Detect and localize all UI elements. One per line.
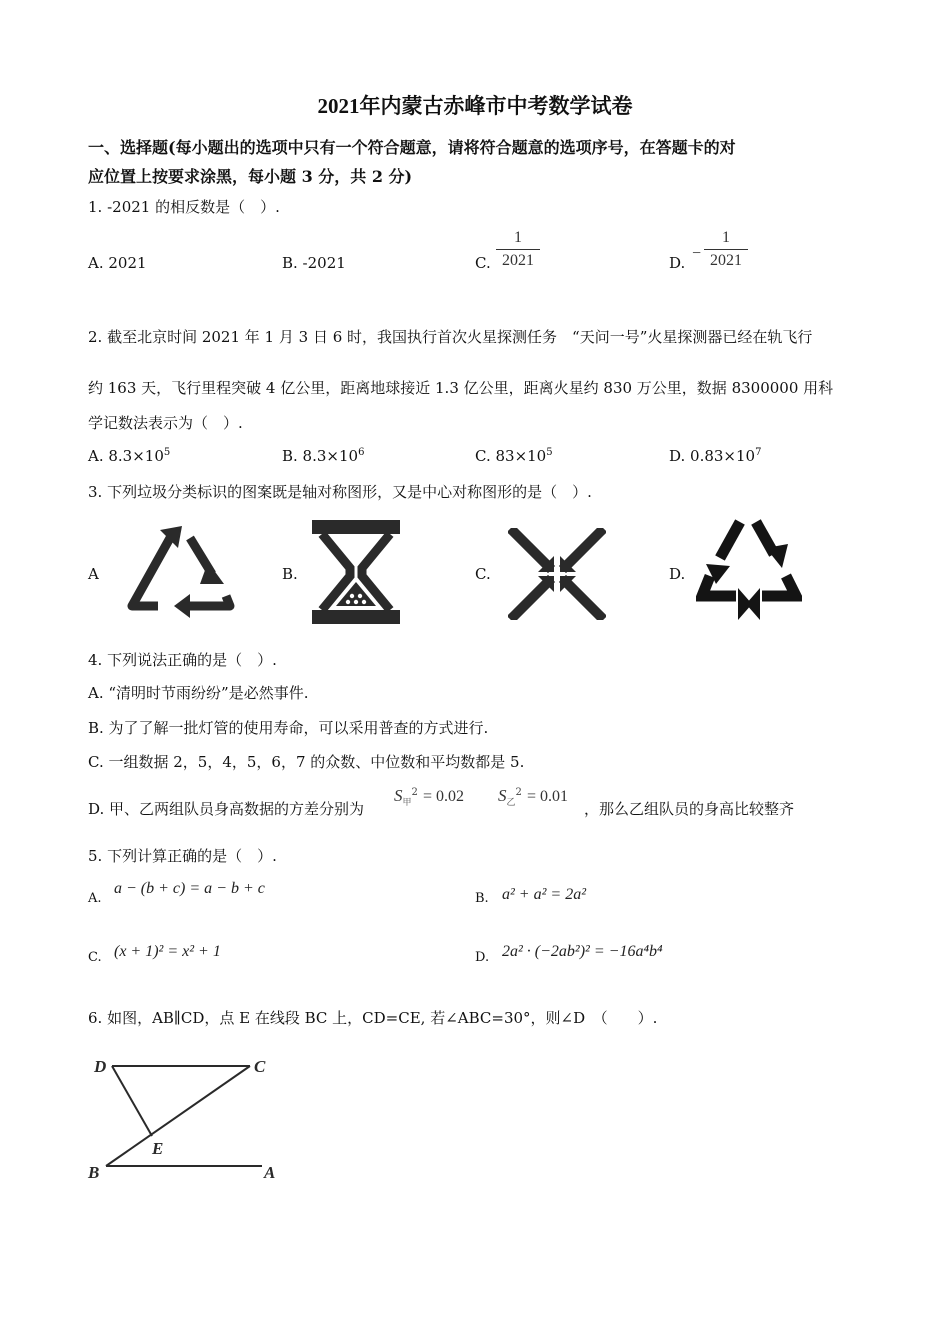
point-label-e: E [152, 1139, 164, 1158]
q2-d-exponent: 7 [755, 447, 762, 458]
q5-option-b-expression: a² + a² = 2a² [502, 886, 586, 903]
q2-a-base: A. 8.3×10 [88, 447, 164, 465]
q2-option-a [88, 447, 170, 465]
q1-c-numerator: 1 [514, 229, 522, 246]
q1-d-numerator: 1 [722, 229, 730, 246]
q4-s1-subscript: 甲 [402, 798, 412, 808]
q1-d-denominator: 2021 [710, 252, 742, 269]
q4-option-c: C. 一组数据 2，5，4，5，6，7 的众数、中位数和平均数都是 5. [88, 753, 525, 771]
q2-d-base: D. 0.83×10 [669, 447, 756, 465]
q2-option-c [475, 447, 553, 465]
q2-b-exponent: 6 [358, 447, 365, 458]
q3-option-c-label: C. [475, 565, 491, 583]
section-heading-line1: 一、选择题(每小题出的选项中只有一个符合题意，请将符合题意的选项序号，在答题卡的对 [88, 138, 736, 157]
point-label-a: A [264, 1163, 276, 1182]
q2-c-exponent: 5 [546, 447, 553, 458]
q3-option-b-label: B. [282, 565, 298, 583]
q4-option-d-prefix: D. 甲、乙两组队员身高数据的方差分别为 [88, 800, 365, 818]
q5-option-d-label: D. [475, 950, 490, 965]
point-label-d: D [94, 1057, 107, 1076]
q4-option-a: A. “清明时节雨纷纷”是必然事件. [88, 684, 309, 702]
q1-stem: 1. -2021 的相反数是（ ）. [88, 198, 280, 216]
q4-s1-symbol: S [394, 786, 403, 805]
point-label-c: C [254, 1057, 266, 1076]
q4-s2-value: = 0.01 [526, 788, 569, 805]
converging-arrows-icon [508, 528, 606, 620]
fraction-bar [704, 249, 748, 250]
q3-option-a-label: A [88, 565, 99, 583]
q1-c-denominator: 2021 [502, 252, 534, 269]
q2-stem-line3: 学记数法表示为（ ）. [88, 414, 243, 432]
q5-option-a-expression: a − (b + c) = a − b + c [114, 880, 265, 897]
q2-stem-line1: 2. 截至北京时间 2021 年 1 月 3 日 6 时，我国执行首次火星探测任务 “天问一号”火星探测器已经在轨飞行 [88, 328, 813, 346]
q1-option-c-label: C. [475, 254, 491, 272]
q1-option-a: A. 2021 [88, 254, 147, 272]
q6-geometry-figure [86, 1052, 300, 1186]
hourglass-flask-icon [310, 518, 402, 626]
q4-s2-symbol: S [498, 786, 507, 805]
recycle-arrows-icon [696, 514, 802, 630]
q4-s2-subscript: 乙 [506, 798, 516, 808]
q4-s1-value: = 0.02 [422, 788, 465, 805]
q4-option-d-suffix: ，那么乙组队员的身高比较整齐 [584, 800, 795, 818]
q5-option-b-label: B. [475, 891, 489, 906]
q2-a-exponent: 5 [163, 447, 171, 458]
q1-option-d-label: D. [669, 254, 686, 272]
q1-option-d-fraction [704, 229, 748, 270]
q1-d-minus: − [692, 245, 702, 262]
fraction-bar [496, 249, 540, 250]
q2-b-base: B. 8.3×10 [282, 447, 359, 465]
q4-variance-jia: $S_甲^2 = 0.02$ [394, 786, 465, 808]
q2-stem-line2: 约 163 天，飞行里程突破 4 亿公里，距离地球接近 1.3 亿公里，距离火星约 830 万公里，数据 8300000 用科 [88, 379, 834, 397]
q5-option-a-label: A. [88, 891, 102, 906]
section-heading-line2: 应位置上按要求涂黑，每小题 3 分，共 2 分) [88, 167, 413, 186]
segment-cb [106, 1066, 250, 1166]
q2-c-base: C. 83×10 [475, 447, 547, 465]
q1-option-c-fraction [496, 229, 540, 270]
q2-option-b [282, 447, 364, 465]
q4-variance-yi: $S_乙^2 = 0.01$ [498, 786, 569, 808]
page-title: 2021年内蒙古赤峰市中考数学试卷 [317, 94, 633, 118]
q5-stem: 5. 下列计算正确的是（ ）. [88, 847, 277, 865]
q4-option-b: B. 为了了解一批灯管的使用寿命，可以采用普查的方式进行. [88, 719, 489, 737]
q2-option-d [669, 447, 761, 465]
q1-option-b: B. -2021 [282, 254, 346, 272]
q3-stem: 3. 下列垃圾分类标识的图案既是轴对称图形，又是中心对称图形的是（ ）. [88, 483, 592, 501]
recycle-triangle-icon [120, 518, 240, 624]
q3-option-d-label: D. [669, 565, 686, 583]
q6-stem: 6. 如图，AB∥CD，点 E 在线段 BC 上，CD=CE, 若∠ABC=30°，则∠D （ ）. [88, 1009, 658, 1027]
q5-option-c-expression: (x + 1)² = x² + 1 [114, 943, 221, 960]
q5-option-c-label: C. [88, 950, 102, 965]
q5-option-d-expression: 2a² · (−2ab²)² = −16a⁴b⁴ [502, 943, 663, 960]
segment-de [112, 1066, 152, 1136]
point-label-b: B [88, 1163, 100, 1182]
q4-stem: 4. 下列说法正确的是（ ）. [88, 651, 277, 669]
